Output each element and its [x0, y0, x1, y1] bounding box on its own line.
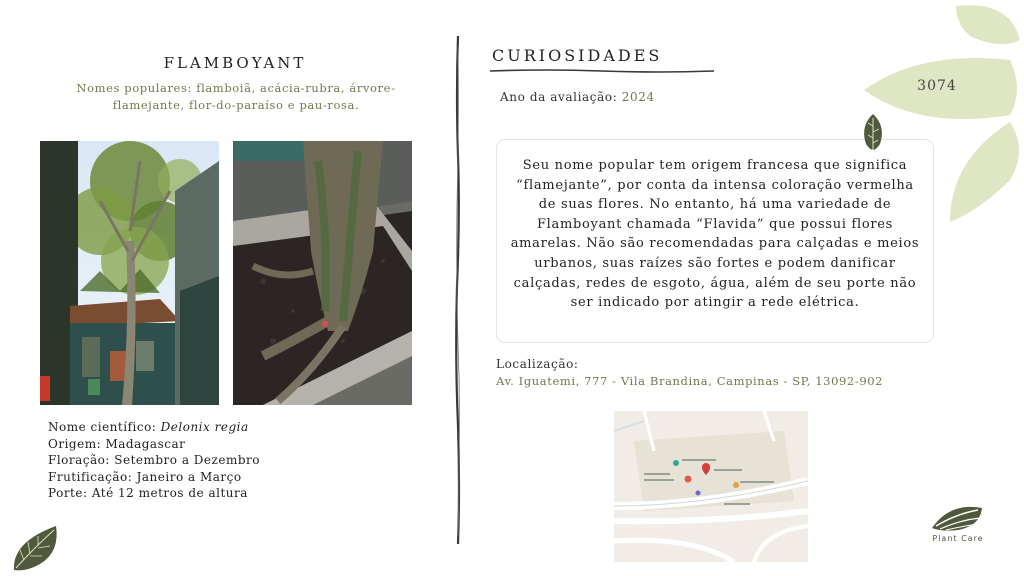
column-divider — [452, 36, 464, 544]
fact-flowering-value: Setembro a Dezembro — [114, 453, 260, 468]
fact-size — [48, 485, 378, 502]
curiosities-text: Seu nome popular tem origem francesa que significa “flamejante”, por conta da intensa coloração vermelha de suas flores. No entanto, há uma variedade de Flamboyant chamada “Flavida” que possui flores amarelas. Não são recomendadas para calçadas e meios urbanos, suas raízes são fortes e podem danificar calçadas, redes de esgoto, água, além de seu porte não ser indicado por atingir a rede elétrica. — [510, 158, 920, 311]
brand-name: Plant Care — [932, 534, 984, 543]
plant-number-badge: 3074 — [917, 78, 957, 94]
fact-flowering — [48, 452, 378, 469]
fact-origin — [48, 436, 378, 453]
location-map[interactable] — [614, 411, 808, 562]
tree-photo — [40, 141, 219, 405]
popular-names — [56, 80, 416, 114]
fact-scientific-name — [48, 419, 378, 436]
bottom-left-leaf-icon — [10, 522, 60, 572]
title-underline — [490, 68, 714, 74]
popular-names-value: flamboiã, acácia-rubra, árvore-flamejante, flor-do-paraíso e pau-rosa. — [112, 81, 396, 112]
plant-care-logo-icon — [920, 500, 996, 556]
fact-origin-label: Origem: — [48, 436, 102, 451]
fact-size-value: Até 12 metros de altura — [91, 486, 248, 501]
fact-scientific-value: Delonix regia — [160, 420, 249, 434]
popular-names-label: Nomes populares: — [76, 81, 192, 95]
small-leaf-icon — [860, 112, 886, 152]
plant-facts — [48, 419, 378, 502]
fact-fruiting-value: Janeiro a Março — [136, 469, 242, 484]
location-address[interactable]: Av. Iguatemi, 777 - Vila Brandina, Campinas - SP, 13092-902 — [496, 374, 884, 388]
evaluation-year — [500, 90, 655, 104]
fact-flowering-label: Floração: — [48, 453, 110, 468]
fact-fruiting — [48, 469, 378, 486]
fact-size-label: Porte: — [48, 486, 88, 501]
plant-title: FLAMBOYANT — [163, 54, 307, 72]
year-value: 2024 — [621, 90, 655, 104]
fact-origin-value: Madagascar — [105, 436, 186, 451]
fact-scientific-label: Nome científico: — [48, 420, 157, 434]
location-label: Localização: — [496, 357, 579, 371]
curiosities-title: CURIOSIDADES — [492, 46, 663, 65]
trunk-photo — [233, 141, 412, 405]
fact-fruiting-label: Frutificação: — [48, 469, 133, 484]
year-label: Ano da avaliação: — [500, 90, 618, 104]
